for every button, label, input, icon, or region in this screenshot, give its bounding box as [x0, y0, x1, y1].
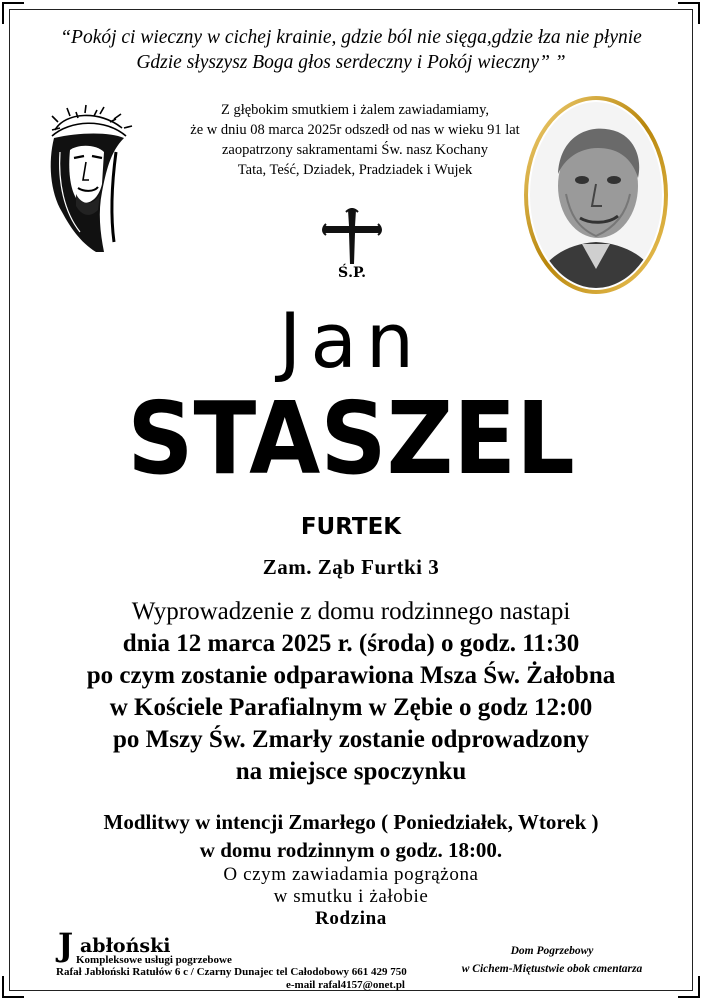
prayer-line: w domu rodzinnym o godz. 18:00. — [199, 838, 503, 862]
funeral-line: w Kościele Parafialnym w Zębie o godz 12:00 — [109, 694, 593, 721]
closing-line: O czym zawiadamia pogrążona — [223, 864, 479, 885]
quote-line: “Pokój ci wieczny w cichej krainie, gdzie ból nie sięga,gdzie łza nie płynie — [60, 27, 642, 48]
closing-line: w smutku i żałobie — [273, 886, 429, 907]
quote-line: Gdzie słyszysz Boga głos serdeczny i Pokój wieczny” ” — [136, 52, 566, 73]
deceased-last-name: STASZEL — [127, 380, 575, 497]
company-tagline: Kompleksowe usługi pogrzebowe — [76, 954, 232, 966]
corner-ornament-top-left — [2, 2, 24, 24]
company-logo-initial: J — [58, 926, 74, 964]
death-announcement — [190, 100, 520, 180]
funeral-details — [0, 596, 702, 788]
announcement-line: zaopatrzony sakramentami Św. nasz Kochany — [221, 142, 488, 158]
funeral-home-line: Dom Pogrzebowy — [510, 945, 594, 957]
jesus-crown-of-thorns-image — [40, 92, 140, 257]
company-address: Rafał Jabłoński Ratułów 6 c / Czarny Dunajec tel Całodobowy 661 429 750 — [56, 966, 407, 978]
funeral-line: na miejsce spoczynku — [235, 758, 467, 785]
prayer-details — [0, 808, 702, 864]
funeral-line: po czym zostanie odparawiona Msza Św. Żałobna — [86, 662, 616, 689]
company-logo-name: abłoński — [80, 935, 171, 957]
funeral-line: dnia 12 marca 2025 r. (środa) o godz. 11:30 — [122, 630, 580, 657]
deceased-portrait-photo — [522, 94, 670, 296]
announcement-line: że w dniu 08 marca 2025r odszedł od nas w wieku 91 lat — [190, 122, 520, 138]
announcement-line: Z głębokim smutkiem i żalem zawiadamiamy, — [220, 102, 490, 118]
prayer-line: Modlitwy w intencji Zmarłego ( Poniedziałek, Wtorek ) — [103, 810, 599, 834]
corner-ornament-bottom-left — [2, 976, 24, 998]
funeral-home-line: w Cichem-Miętustwie obok cmentarza — [461, 963, 643, 975]
closing-message — [0, 864, 702, 930]
cross-icon — [322, 208, 382, 266]
announcement-line: Tata, Teść, Dziadek, Pradziadek i Wujek — [237, 162, 473, 178]
funeral-home-info — [432, 942, 672, 978]
family-signature: Rodzina — [315, 908, 387, 929]
corner-ornament-bottom-right — [678, 976, 700, 998]
deceased-address: Zam. Ząb Furtki 3 — [262, 555, 440, 579]
company-email: e-mail rafal4157@onet.pl — [286, 979, 405, 991]
sp-label: Ś.P. — [337, 265, 367, 281]
funeral-line: po Mszy Św. Zmarły zostanie odprowadzony — [113, 726, 589, 753]
corner-ornament-top-right — [678, 2, 700, 24]
funeral-line: Wyprowadzenie z domu rodzinnego nastapi — [131, 598, 571, 625]
memorial-quote — [20, 25, 682, 75]
deceased-first-name: Jan — [278, 296, 424, 385]
deceased-nickname: FURTEK — [300, 514, 402, 540]
